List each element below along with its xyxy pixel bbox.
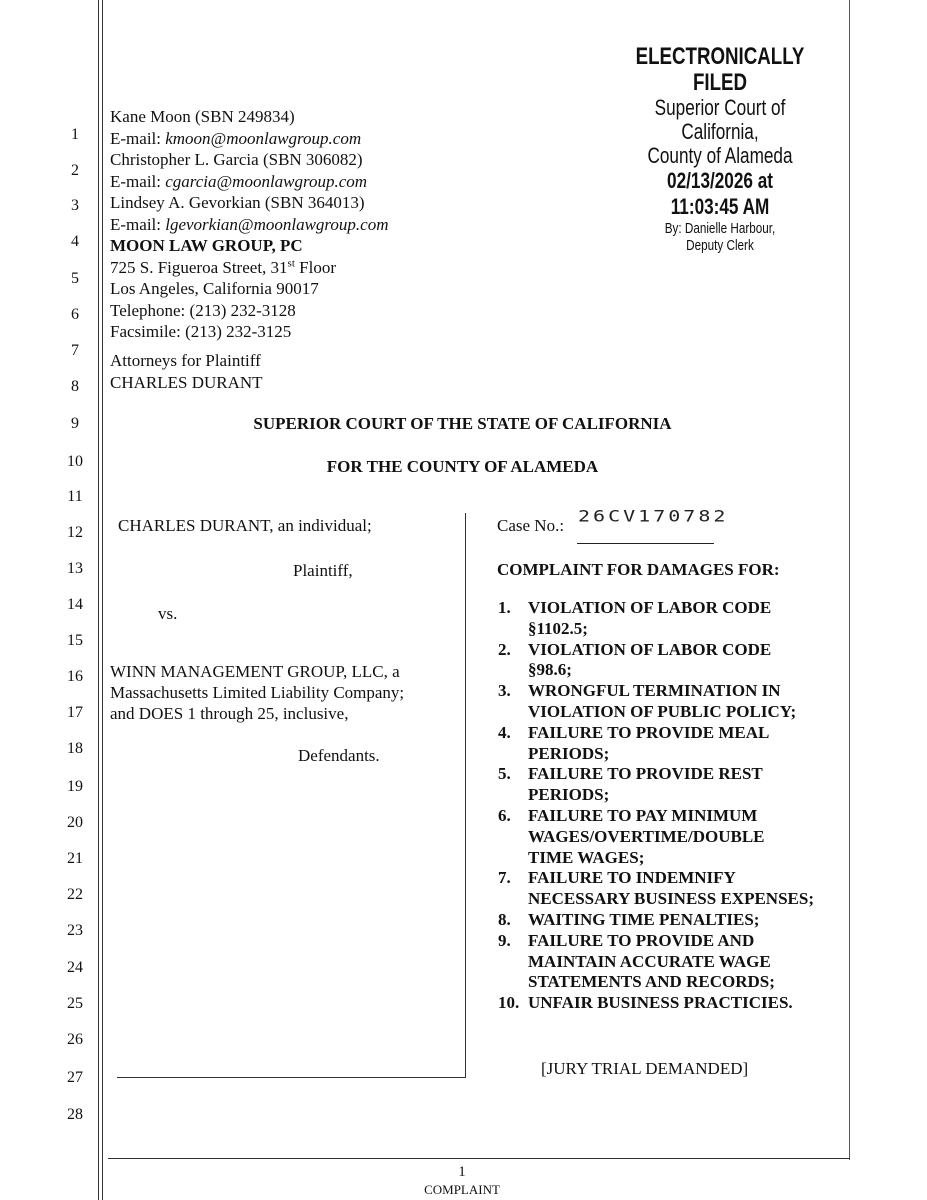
line-number: 15 bbox=[67, 632, 83, 649]
claim-text-line: §98.6; bbox=[528, 660, 572, 680]
claim-number: 8. bbox=[498, 909, 511, 929]
claim-item bbox=[498, 598, 814, 640]
stamp-by: By: Danielle Harbour, bbox=[664, 220, 776, 237]
attorney-3-email[interactable]: lgevorkian@moonlawgroup.com bbox=[165, 214, 389, 234]
versus: vs. bbox=[158, 604, 178, 623]
defendant-block bbox=[110, 661, 404, 724]
electronic-filing-stamp bbox=[634, 44, 806, 254]
firm-city: Los Angeles, California 90017 bbox=[110, 279, 319, 298]
line-number: 7 bbox=[71, 342, 79, 359]
defendants-label: Defendants. bbox=[298, 746, 380, 765]
claim-number: 4. bbox=[498, 722, 511, 742]
line-number: 6 bbox=[71, 306, 79, 323]
line-number: 25 bbox=[67, 995, 83, 1012]
claim-number: 6. bbox=[498, 805, 511, 825]
pleading-margin-line-inner bbox=[102, 0, 103, 1200]
defendant-line-2: Massachusetts Limited Liability Company; bbox=[110, 683, 405, 702]
complaint-title: COMPLAINT FOR DAMAGES FOR: bbox=[497, 560, 780, 579]
claim-item bbox=[498, 993, 814, 1014]
claim-number: 5. bbox=[498, 764, 511, 784]
line-number: 9 bbox=[71, 415, 79, 432]
claim-text bbox=[528, 598, 771, 640]
firm-street bbox=[110, 257, 388, 279]
plaintiff-label: Plaintiff, bbox=[293, 561, 353, 580]
line-number: 13 bbox=[67, 560, 83, 577]
stamp-court: Superior Court of California, bbox=[654, 95, 786, 144]
claim-text bbox=[528, 640, 771, 682]
jury-demand: [JURY TRIAL DEMANDED] bbox=[541, 1059, 749, 1078]
claim-text bbox=[528, 910, 759, 931]
claim-number: 2. bbox=[498, 639, 511, 659]
claim-text-line: WAITING TIME PENALTIES; bbox=[528, 909, 760, 929]
attorneys-for bbox=[110, 350, 263, 393]
claim-text-line: PERIODS; bbox=[528, 785, 610, 805]
case-number: 26CV170782 bbox=[578, 506, 729, 526]
claim-text-line: FAILURE TO PROVIDE REST bbox=[528, 764, 763, 784]
claim-text-line: FAILURE TO INDEMNIFY bbox=[528, 868, 736, 888]
stamp-role: Deputy Clerk bbox=[686, 237, 754, 254]
claim-number: 3. bbox=[498, 681, 511, 701]
claim-text-line: WAGES/OVERTIME/DOUBLE bbox=[528, 826, 765, 846]
line-number: 3 bbox=[71, 197, 79, 214]
case-number-label: Case No.: bbox=[497, 516, 565, 535]
line-number: 18 bbox=[67, 740, 83, 757]
stamp-datetime: 02/13/2026 at 11:03:45 AM bbox=[667, 168, 773, 219]
claim-text-line: FAILURE TO PAY MINIMUM bbox=[528, 805, 758, 825]
claim-text-line: MAINTAIN ACCURATE WAGE bbox=[528, 951, 771, 971]
claim-item bbox=[498, 723, 814, 765]
claim-text bbox=[528, 931, 775, 993]
claim-number: 7. bbox=[498, 868, 511, 888]
court-title: SUPERIOR COURT OF THE STATE OF CALIFORNIA bbox=[253, 414, 672, 433]
attorney-2-email[interactable]: cgarcia@moonlawgroup.com bbox=[165, 171, 368, 191]
line-number: 21 bbox=[67, 850, 83, 867]
claim-item bbox=[498, 910, 814, 931]
line-number: 14 bbox=[67, 596, 83, 613]
caption-divider-vertical bbox=[465, 513, 466, 1078]
attorney-block bbox=[110, 106, 388, 343]
claim-text-line: STATEMENTS AND RECORDS; bbox=[528, 972, 775, 992]
email-label: E-mail: bbox=[110, 214, 166, 234]
defendant-line-3: and DOES 1 through 25, inclusive, bbox=[110, 704, 349, 723]
court-county: FOR THE COUNTY OF ALAMEDA bbox=[326, 457, 599, 476]
claim-text bbox=[528, 681, 796, 723]
attorney-2-email-line bbox=[110, 171, 388, 193]
firm-name: MOON LAW GROUP, PC bbox=[110, 236, 303, 255]
line-number: 26 bbox=[67, 1031, 83, 1048]
claim-number: 1. bbox=[498, 598, 511, 617]
claim-number: 10. bbox=[498, 993, 520, 1013]
line-number: 8 bbox=[71, 378, 79, 395]
claim-text-line: VIOLATION OF LABOR CODE bbox=[528, 598, 772, 617]
plaintiff-name: CHARLES DURANT, an individual; bbox=[118, 516, 372, 535]
footer-title: COMPLAINT bbox=[424, 1182, 500, 1197]
stamp-title: ELECTRONICALLY FILED bbox=[635, 43, 805, 96]
stamp-county: County of Alameda bbox=[647, 143, 793, 168]
claim-text-line: FAILURE TO PROVIDE AND bbox=[528, 930, 755, 950]
attorney-2: Christopher L. Garcia (SBN 306082) bbox=[110, 150, 363, 169]
line-number: 2 bbox=[71, 162, 79, 179]
claim-text-line: PERIODS; bbox=[528, 743, 610, 763]
defendant-line-1: WINN MANAGEMENT GROUP, LLC, a bbox=[110, 662, 400, 681]
line-number: 27 bbox=[67, 1069, 83, 1086]
claim-item bbox=[498, 931, 814, 993]
claim-item bbox=[498, 681, 814, 723]
line-number: 17 bbox=[67, 704, 83, 721]
claim-text-line: TIME WAGES; bbox=[528, 847, 645, 867]
firm-fax: Facsimile: (213) 232-3125 bbox=[110, 322, 292, 341]
claim-text-line: VIOLATION OF LABOR CODE bbox=[528, 639, 772, 659]
claim-text-line: WRONGFUL TERMINATION IN bbox=[528, 681, 781, 701]
claim-text bbox=[528, 993, 793, 1014]
attorney-1: Kane Moon (SBN 249834) bbox=[110, 107, 295, 126]
line-number: 19 bbox=[67, 778, 83, 795]
claim-text-line: UNFAIR BUSINESS PRACTICIES. bbox=[528, 993, 793, 1013]
client-name: CHARLES DURANT bbox=[110, 372, 263, 392]
claim-item bbox=[498, 640, 814, 682]
page-number: 1 bbox=[458, 1164, 466, 1180]
line-number: 1 bbox=[71, 126, 79, 143]
claim-text-line: §1102.5; bbox=[528, 618, 588, 638]
claim-text-line: VIOLATION OF PUBLIC POLICY; bbox=[528, 701, 797, 721]
email-label: E-mail: bbox=[110, 128, 166, 148]
line-number: 10 bbox=[67, 453, 83, 470]
line-number: 4 bbox=[71, 233, 79, 250]
street-floor: Floor bbox=[294, 257, 336, 277]
line-number: 12 bbox=[67, 524, 83, 541]
line-number: 23 bbox=[67, 922, 83, 939]
attorneys-for-label: Attorneys for Plaintiff bbox=[110, 351, 261, 370]
case-number-underline bbox=[577, 543, 714, 544]
line-number: 22 bbox=[67, 886, 83, 903]
line-number: 11 bbox=[67, 488, 83, 505]
claim-text-line: FAILURE TO PROVIDE MEAL bbox=[528, 722, 770, 742]
claim-text-line: NECESSARY BUSINESS EXPENSES; bbox=[528, 889, 814, 909]
firm-phone: Telephone: (213) 232-3128 bbox=[110, 300, 296, 320]
street-ordinal: st bbox=[287, 256, 295, 269]
line-number: 24 bbox=[67, 959, 83, 976]
right-margin-line bbox=[849, 0, 850, 1160]
attorney-1-email-line bbox=[110, 128, 388, 150]
email-label: E-mail: bbox=[110, 171, 166, 191]
attorney-3-email-line bbox=[110, 214, 388, 236]
claim-item bbox=[498, 806, 814, 868]
caption-divider-horizontal bbox=[117, 1077, 466, 1078]
claim-text bbox=[528, 806, 765, 868]
line-number: 16 bbox=[67, 668, 83, 685]
claim-item bbox=[498, 868, 814, 910]
footer-rule bbox=[108, 1158, 850, 1159]
attorney-1-email[interactable]: kmoon@moonlawgroup.com bbox=[165, 128, 362, 148]
claim-text bbox=[528, 723, 769, 765]
line-number: 5 bbox=[71, 270, 79, 287]
claims-list bbox=[498, 598, 814, 1014]
claim-number: 9. bbox=[498, 930, 511, 950]
claim-item bbox=[498, 764, 814, 806]
pleading-margin-line bbox=[98, 0, 99, 1200]
line-number: 20 bbox=[67, 814, 83, 831]
attorney-3: Lindsey A. Gevorkian (SBN 364013) bbox=[110, 193, 365, 212]
street-main: 725 S. Figueroa Street, 31 bbox=[110, 257, 288, 277]
claim-text bbox=[528, 868, 814, 910]
claim-text bbox=[528, 764, 763, 806]
footer bbox=[108, 1163, 816, 1199]
line-number: 28 bbox=[67, 1106, 83, 1123]
